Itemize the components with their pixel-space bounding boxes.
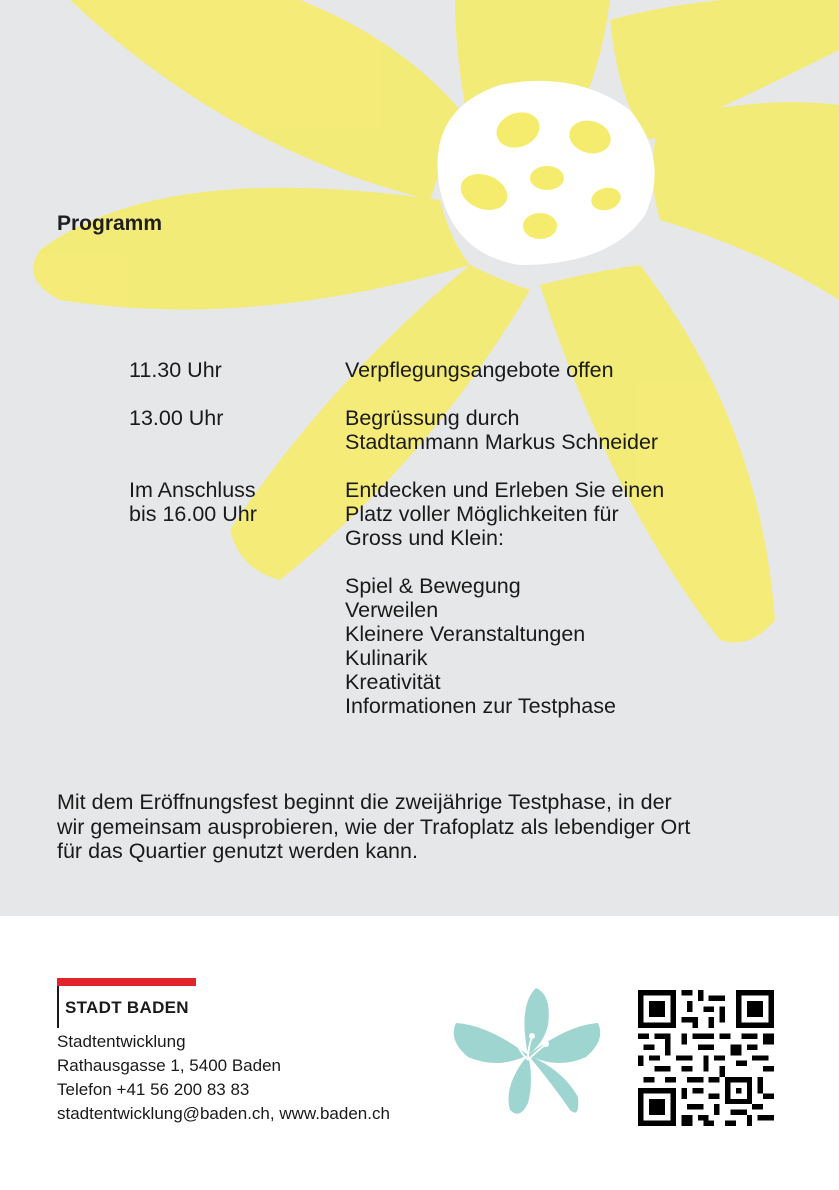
program-desc-3: Entdecken und Erleben Sie einen Platz voller Möglichkeiten für Gross und Klein:	[345, 478, 665, 550]
list-item: Kulinarik	[345, 646, 428, 670]
program-time-3: Im Anschluss bis 16.00 Uhr	[129, 478, 257, 526]
flower-icon	[448, 985, 608, 1125]
email-website[interactable]: stadtentwicklung@baden.ch, www.baden.ch	[57, 1104, 390, 1123]
program-heading: Programm	[57, 212, 163, 235]
logo-stem	[57, 986, 59, 1028]
list-item: Verweilen	[345, 598, 439, 622]
city-logo-text: STADT BADEN	[65, 998, 189, 1017]
intro-paragraph: Mit dem Eröffnungsfest beginnt die zweijährige Testphase, in der wir gemeinsam ausprobieren, wie der Trafoplatz als lebendiger Ort für das Quartier genutzt werden kann.	[57, 790, 691, 863]
list-item: Spiel & Bewegung	[345, 574, 521, 598]
qr-code-icon[interactable]	[638, 990, 774, 1126]
program-time-1: 11.30 Uhr	[129, 358, 222, 382]
street-address: Rathausgasse 1, 5400 Baden	[57, 1056, 282, 1075]
department: Stadtentwicklung	[57, 1032, 186, 1051]
phone-number: Telefon +41 56 200 83 83	[57, 1080, 250, 1099]
contact-address	[57, 1030, 390, 1126]
list-item: Kreativität	[345, 670, 441, 694]
activity-list	[345, 574, 616, 718]
logo-red-bar	[57, 978, 196, 986]
program-desc-2: Begrüssung durch Stadtammann Markus Schneider	[345, 406, 659, 454]
program-time-2: 13.00 Uhr	[129, 406, 224, 430]
list-item: Informationen zur Testphase	[345, 694, 616, 718]
program-desc-1: Verpflegungsangebote offen	[345, 358, 614, 382]
list-item: Kleinere Veranstaltungen	[345, 622, 586, 646]
